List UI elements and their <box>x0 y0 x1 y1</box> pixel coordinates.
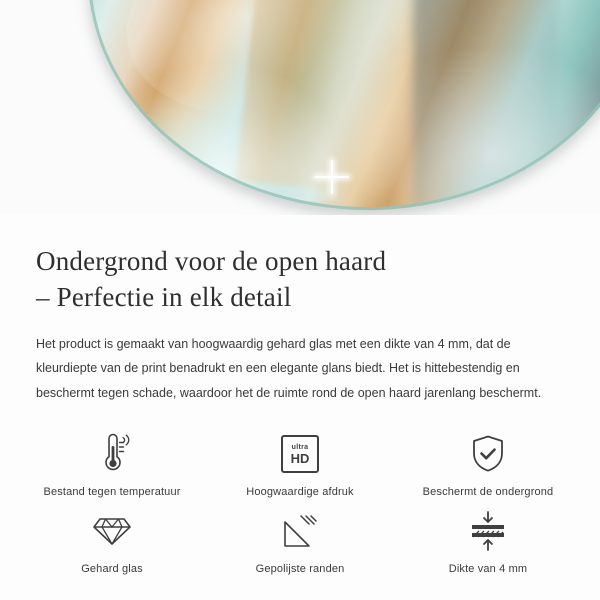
feature-grid <box>0 431 600 575</box>
ultra-hd-badge-bottom: HD <box>290 450 310 466</box>
feature-label: Hoogwaardige afdruk <box>246 486 354 498</box>
feature-item-surface-protection <box>394 431 582 498</box>
headline-line-2: – Perfectie in elk detail <box>36 282 292 313</box>
page-title <box>36 243 564 316</box>
feature-label: Beschermt de ondergrond <box>422 486 554 498</box>
ultra-hd-badge-top: ultra <box>291 443 309 451</box>
body-paragraph: Het product is gemaakt van hoogwaardig gehard glas met een dikte van 4 mm, dat de kleurdiepte van de print benadrukt en een elegante glans biedt. Het is hittebestendig en beschermt tegen schade, waardoor het de ruimte rond de open haard jarenlang beschermt. <box>36 336 542 400</box>
marble-swirl-white <box>99 60 345 201</box>
feature-item-print-quality <box>206 431 394 498</box>
feature-item-temperature <box>18 431 206 498</box>
polished-edges-icon <box>281 508 319 554</box>
feature-item-thickness <box>394 508 582 575</box>
diamond-icon <box>92 508 132 554</box>
content-block <box>0 215 600 405</box>
feature-label: Gehard glas <box>81 563 143 575</box>
glass-disc-image <box>88 0 600 210</box>
feature-item-tempered-glass <box>18 508 206 575</box>
feature-label: Gepolijste randen <box>255 563 345 575</box>
headline-line-1: Ondergrond voor de open haard <box>36 246 387 276</box>
feature-label: Bestand tegen temperatuur <box>43 486 181 498</box>
thermometer-icon <box>92 431 132 477</box>
feature-label: Dikte van 4 mm <box>448 563 528 575</box>
thickness-icon <box>466 508 510 554</box>
shield-check-icon <box>469 431 507 477</box>
hero-image-area <box>0 0 600 215</box>
marble-swirl-dark <box>413 0 559 210</box>
ultra-hd-icon <box>281 431 319 477</box>
feature-item-polished-edges <box>206 508 394 575</box>
